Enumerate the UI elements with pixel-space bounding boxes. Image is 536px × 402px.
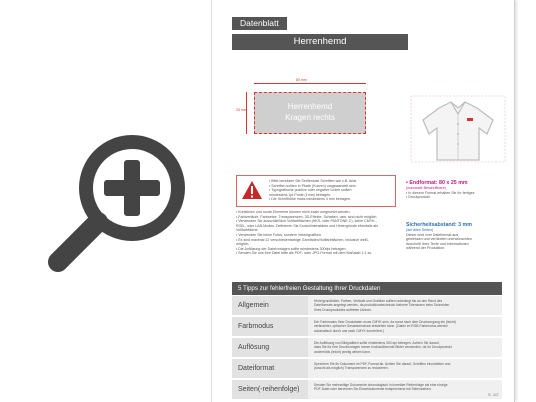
guideline-item: • Verwenden Sie ausschließlich Vollfarbflächen (HKS- oder PANTONE-C), keine CMYK-, <box>236 219 377 224</box>
tip-description <box>308 317 502 336</box>
tips-header: 5 Tipps zur fehlerfreien Gestaltung Ihrer Druckdaten <box>232 282 502 295</box>
end-format-info <box>406 180 504 200</box>
guideline-list <box>236 210 400 256</box>
warning-item: • Schriften sollten in Pfade (Kurven) umgewandelt sein <box>269 183 356 188</box>
warning-list <box>269 179 393 202</box>
tip-line: automatisch durch uns nach CMYK konvertiert.) <box>314 328 384 333</box>
height-dimension-line <box>246 92 247 134</box>
guideline-item: möglich. <box>236 242 250 247</box>
tip-line: andernfalls (leicht) pixelig wirken kann. <box>314 349 371 354</box>
guideline-item: • Es sind maximal 12 verschiedenfarbige Garnfäden/Vollfarbflächen, inklusive weiß, <box>236 237 369 242</box>
safety-margin-line: Anschnitt Ihrer Texte und Informationen <box>406 241 469 246</box>
tip-line: Der Farbmodus Ihrer Druckdaten muss CMYK sein, da sonst nach dem Druckvorgang ein (leicht) <box>314 320 456 324</box>
guideline-item: • Die Auflösung der Dateivorlagen sollte mindestens 300dpi betragen. <box>236 246 347 251</box>
tip-line: Speichern Sie Ihr Dokument im PDF-Format ab. Achten Sie darauf, Schriften einzubetten und <box>314 362 451 366</box>
guideline-item: • Verwenden Sie keine Fotos, sondern Vektorgrafiken. <box>236 232 322 237</box>
warning-item: mindestens 1pt Punkt (1mm) betragen. <box>269 192 332 197</box>
label-area <box>232 78 390 152</box>
tip-row <box>232 296 502 315</box>
tip-description <box>308 380 502 399</box>
tip-name: Seiten(-reihenfolge) <box>232 380 308 399</box>
tip-line: PDF-Datei oder benennen Sie Einzeldokumente entsprechend mit Seitenzahlen. <box>314 387 432 392</box>
tip-line: Hintergrundbilder, Farben, Verläufe und Grafiken sollten unbedingt bis an den Rand des <box>314 299 443 303</box>
guideline-item: • Senden Sie uns Ihre Datei bitte als PDF- oder JPG-Format mit dem Maßstab 1:1 zu. <box>236 251 373 256</box>
label-preview <box>254 92 366 134</box>
tips-table <box>232 296 502 399</box>
tip-description <box>308 338 502 357</box>
safety-margin-line: Dieser wird vom Dateiformat aus <box>406 232 459 237</box>
safety-margin-sub: (auf allen Seiten) <box>406 228 434 232</box>
tip-line: veränderter, optischer Gesamteindruck entstehen kann. (Daten im RGB-Farbmodus werden <box>314 324 448 329</box>
tip-line: (sowohl als möglich) Transparenzen zu reduzieren. <box>314 366 389 371</box>
end-format-line: • Druckprodukt. <box>406 195 431 200</box>
guideline-item: • Kreislinien und runde Elemente können nicht exakt umgesetzt werden. <box>236 210 351 214</box>
width-dimension-line <box>254 83 366 84</box>
warning-item: • Bitte benutzen Sie Serifenlose Schriften wie z.B. Arial <box>269 179 357 183</box>
safety-margin-line: während der Produktion. <box>406 246 446 251</box>
page-number: S. 1/2 <box>488 392 499 397</box>
tip-name: Allgemein <box>232 296 308 315</box>
tip-line: Dateiformats angelegt werden, da produktionstechnisch kleinere Toleranzen beim Schneiden <box>314 303 450 308</box>
tip-row <box>232 336 502 357</box>
tip-name: Dateiformat <box>232 359 308 378</box>
safety-margin-line: gemessen und verhindert unerwünschten <box>406 237 472 242</box>
tip-name: Farbmodus <box>232 317 308 336</box>
guideline-item: • Farbverläufe, Farbnetze, Transparenzen, 3D-Effekte, Schatten, usw. sind nicht möglich. <box>236 214 378 219</box>
end-format-line: • In diesem Format erhalten Sie Ihr fertiges <box>406 190 475 195</box>
warning-item: • Typografische positive oder negative Linien sollten <box>269 188 352 193</box>
warning-box <box>236 175 396 207</box>
end-format-heading: • Endformat: 80 x 25 mm <box>406 180 468 186</box>
tip-row <box>232 357 502 378</box>
tip-line: Senden Sie mehrseitige Dokumente chronologisch in korrekter Reihenfolge als eine einzige <box>314 383 448 387</box>
safety-margin-info <box>406 222 504 251</box>
product-title: Herrenhemd <box>232 34 408 50</box>
tip-line: dass Sie für Ihre Druckvorlagen immer hochauflösende Bilder verwenden, da Ihr Druckprodukt <box>314 345 452 350</box>
zoom-in-icon[interactable] <box>44 130 204 280</box>
width-dimension-label: 80 mm <box>296 78 307 82</box>
tip-row <box>232 378 502 399</box>
tip-description <box>308 359 502 378</box>
safety-margin-heading: Sicherheitsabstand: 3 mm <box>406 222 472 228</box>
datasheet-tab: Datenblatt <box>232 17 287 30</box>
tip-line: Ihres Druckproduktes auftreten können. <box>314 307 372 312</box>
warning-item: • Die Schrifthöhe muss mindestens 4 mm betragen. <box>269 197 351 202</box>
guideline-item: RGB-, oder LAB-Modes. Definieren Sie Konturlinienstärke und Hintergründe ebenfalls als <box>236 223 379 228</box>
height-dimension-label: 25 mm <box>236 108 247 112</box>
tip-name: Auflösung <box>232 338 308 357</box>
datasheet-preview[interactable] <box>212 0 514 402</box>
label-line-2: Kragen rechts <box>285 113 335 122</box>
tip-row <box>232 315 502 336</box>
tip-line: Die Auflösung von Bildgrafiken sollte mindestens 300 dpi betragen. Achten Sie darauf, <box>314 341 440 345</box>
warning-icon <box>241 180 263 200</box>
label-line-1: Herrenhemd <box>287 102 333 111</box>
end-format-sub: (maximale Beschriftbare) <box>406 186 446 190</box>
guideline-item: Vollfarbfläche. <box>236 228 259 233</box>
shirt-icon <box>409 94 507 164</box>
tip-description <box>308 296 502 315</box>
